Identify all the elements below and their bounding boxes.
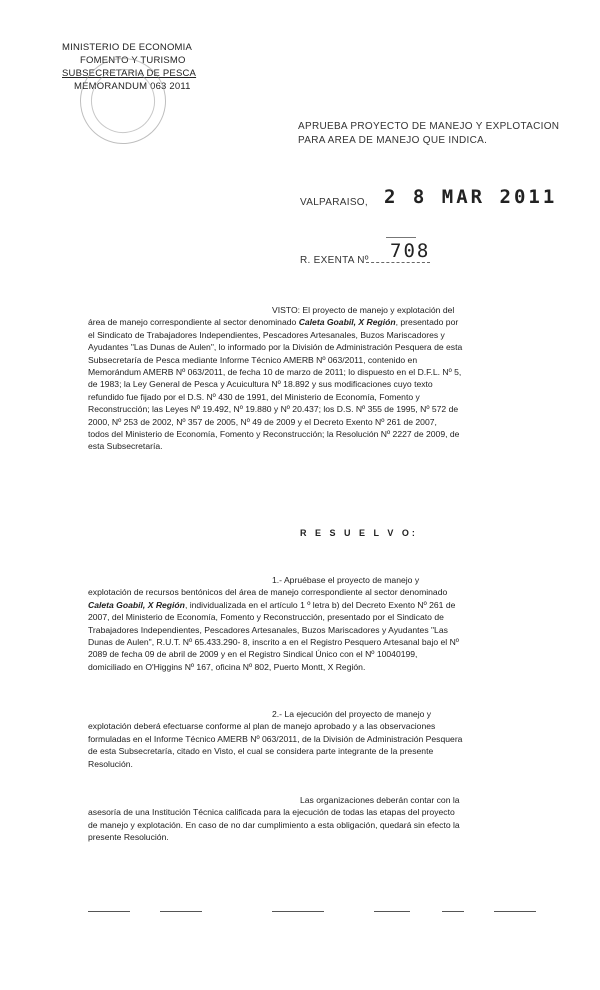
item-line: explotación deberá efectuarse conforme al plan de manejo aprobado y a las observaciones — [88, 721, 436, 732]
memorandum-ref: MEMORANDUM 063 2011 — [74, 81, 191, 92]
ministry-subtitle: FOMENTO Y TURISMO — [80, 55, 186, 66]
subsecretaria-name: SUBSECRETARIA DE PESCA — [62, 68, 197, 79]
visto-line: de 1983; la Ley General de Pesca y Acuicultura Nº 18.892 y sus modificaciones cuyo texto — [88, 379, 433, 390]
visto-line: todos del Ministerio de Economía, Fomento y Reconstrucción; la Resolución Nº 2227 de 2009, de — [88, 429, 460, 440]
sector-name: Caleta Goabil, X Región — [298, 317, 396, 328]
item-line: 2089 de fecha 09 de abril de 2009 y en el Registro Sindical Único con el Nº 10040199, — [88, 649, 418, 660]
visto-line: Ayudantes "Las Dunas de Aulen", lo informado por la División de Administración Pesquera de esta — [88, 342, 463, 353]
resolution-item-2 — [88, 708, 524, 770]
item-line: Trabajadores Independientes, Pescadores Artesanales, Buzos Mariscadores y Ayudantes "Las — [88, 624, 448, 635]
resolution-item-3 — [88, 794, 524, 844]
item-line: 2.- La ejecución del proyecto de manejo y — [272, 709, 432, 719]
continuation-dash — [442, 911, 464, 912]
visto-line: 2000, Nº 253 de 2002, Nº 357 de 2005, Nº 49 de 2009 y el Decreto Exento Nº 261 de 2007, — [88, 416, 437, 427]
item-line: 1.- Apruébase el proyecto de manejo y — [272, 575, 420, 585]
visto-line — [88, 316, 524, 328]
exenta-underline — [366, 262, 430, 263]
exenta-number: 708 — [390, 240, 431, 262]
item-line: formuladas en el Informe Técnico AMERB Nº 063/2011, de la División de Administración Pesquera — [88, 733, 463, 744]
item-line: Dunas de Aulen", R.U.T. Nº 65.433.290- 8, inscrito a en el Registro Pesquero Artesanal bajo el Nº — [88, 637, 459, 648]
item-line: de esta Subsecretaría, citado en Visto, el cual se considera parte integrante de la presente — [88, 746, 434, 757]
visto-text: , presentado por — [395, 317, 459, 328]
continuation-dash — [160, 911, 202, 912]
sector-name: Caleta Goabil, X Región — [88, 599, 185, 610]
item-line: asesoría de una Institución Técnica calificada para la ejecución de todas las etapas del proyecto — [88, 807, 455, 818]
item-line: de manejo y explotación. En caso de no dar cumplimiento a esta obligación, quedará sin efecto la — [88, 819, 460, 830]
visto-text: área de manejo correspondiente al sector denominado — [88, 317, 299, 328]
item-line: 2007, del Ministerio de Economía, Fomento y Reconstrucción, presentado por el Sindicato de — [88, 612, 444, 623]
resolution-item-1 — [88, 574, 524, 673]
item-line: presente Resolución. — [88, 832, 169, 843]
item-line: Resolución. — [88, 758, 133, 769]
visto-line: el Sindicato de Trabajadores Independientes, Pescadores Artesanales, Buzos Mariscadores y — [88, 329, 445, 340]
continuation-dash — [272, 911, 324, 912]
visto-line: Subsecretaría de Pesca mediante Informe Técnico AMERB Nº 063/2011, contenido en — [88, 354, 418, 365]
continuation-dash — [88, 911, 130, 912]
resolution-subject-line1: APRUEBA PROYECTO DE MANEJO Y EXPLOTACION — [298, 121, 560, 132]
item-line: domiciliado en O'Higgins Nº 167, oficina Nº 802, Puerto Montt, X Región. — [88, 661, 366, 672]
visto-line: refundido fue fijado por el D.S. Nº 430 de 1991, del Ministerio de Economía, Fomento y — [88, 391, 420, 402]
continuation-dash — [374, 911, 410, 912]
item-line — [88, 599, 524, 611]
visto-line: Reconstrucción; las Leyes Nº 19.492, Nº 19.880 y Nº 20.437; los D.S. Nº 355 de 1995, Nº 572 de — [88, 404, 459, 415]
resolution-subject-line2: PARA AREA DE MANEJO QUE INDICA. — [298, 135, 488, 146]
resuelvo-heading: R E S U E L V O: — [300, 528, 418, 538]
item-text: , individualizada en el artículo 1 º letra b) del Decreto Exento Nº 261 de — [184, 599, 456, 610]
item-line: explotación de recursos bentónicos del área de manejo correspondiente al sector denominado — [88, 587, 448, 598]
place: VALPARAISO, — [300, 197, 368, 208]
visto-line: VISTO: El proyecto de manejo y explotación del — [272, 305, 455, 315]
visto-line: Memorándum AMERB Nº 063/2011, de fecha 10 de marzo de 2011; lo dispuesto en el D.F.L. Nº 5, — [88, 367, 462, 378]
item-line: Las organizaciones deberán contar con la — [300, 795, 460, 805]
exenta-label: R. EXENTA Nº — [300, 255, 369, 266]
exenta-overline — [386, 237, 416, 238]
visto-line: esta Subsecretaría. — [88, 441, 163, 452]
ministry-name: MINISTERIO DE ECONOMIA — [62, 42, 193, 53]
date-stamp: 2 8 MAR 2011 — [384, 186, 558, 208]
visto-paragraph — [88, 304, 524, 453]
continuation-dash — [494, 911, 536, 912]
